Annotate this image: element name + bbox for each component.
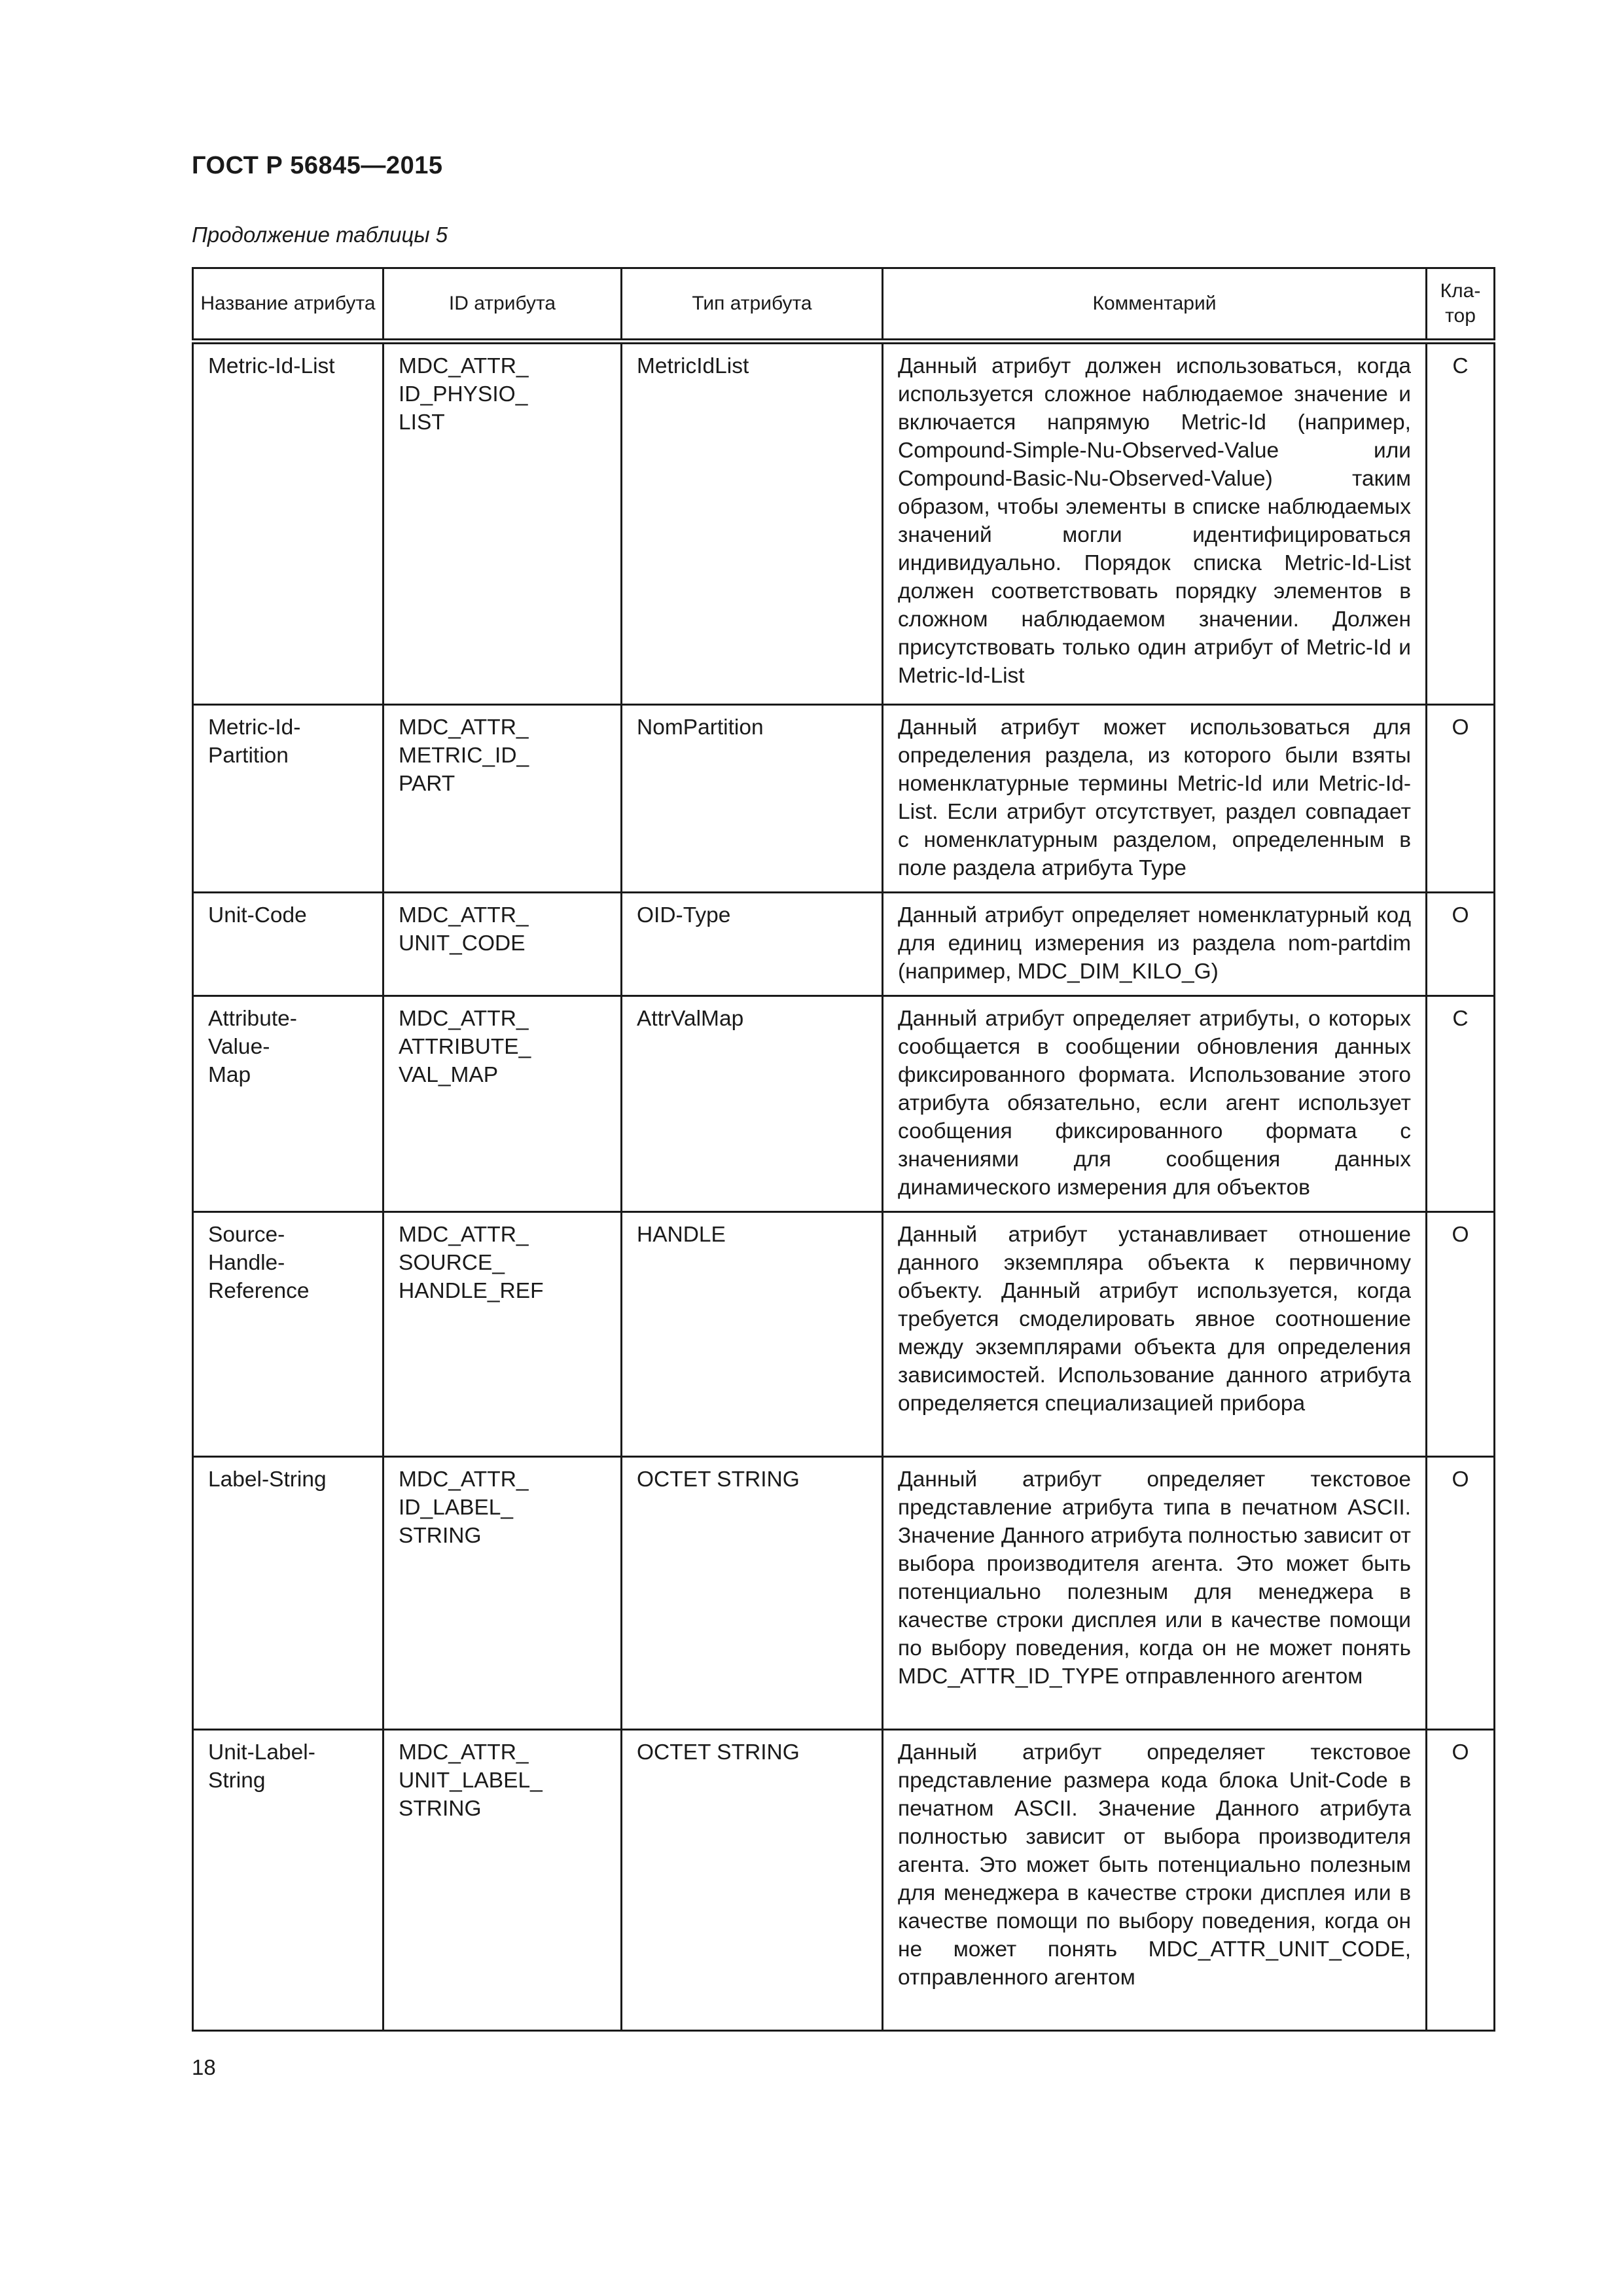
attribute-name-cell: Metric-Id- Partition [193,705,383,893]
attribute-name-cell: Unit-Code [193,893,383,996]
table-row [193,1730,1495,2031]
attribute-id-cell: MDC_ATTR_ ID_LABEL_ STRING [383,1457,622,1730]
attribute-id-cell: MDC_ATTR_ UNIT_CODE [383,893,622,996]
document-title: ГОСТ Р 56845—2015 [192,152,443,179]
attribute-name-cell: Label-String [193,1457,383,1730]
table-row [193,342,1495,705]
classifier-cell: C [1427,342,1495,705]
table-row [193,1212,1495,1457]
table-row [193,1457,1495,1730]
comment-cell: Данный атрибут определяет текстовое представление размера кода блока Unit-Code в печатном ASCII. Значение Данного атрибута полностью зависит от выбора производителя агента. Это может быть потенциально полезным для менеджера в качестве строки дисплея или в качестве помощи по выбору поведения, когда он не может понять MDC_ATTR_UNIT_CODE, отправленного агентом [883,1730,1427,2031]
page-number: 18 [192,2055,216,2079]
attribute-type-cell: OID-Type [622,893,883,996]
table-row [193,705,1495,893]
table-row [193,996,1495,1212]
comment-cell: Данный атрибут определяет атрибуты, о которых сообщается в сообщении обновления данных фиксированного формата. Использование этого атрибута обязательно, если агент использует сообщения фиксированного формата с значениями для сообщения данных динамического измерения для объектов [883,996,1427,1212]
attribute-name-cell: Attribute- Value- Map [193,996,383,1212]
classifier-cell: O [1427,1212,1495,1457]
attribute-name-cell: Metric-Id-List [193,342,383,705]
attribute-type-cell: NomPartition [622,705,883,893]
attribute-type-cell: HANDLE [622,1212,883,1457]
comment-cell: Данный атрибут определяет текстовое представление атрибута типа в печатном ASCII. Значение Данного атрибута полностью зависит от выбора производителя агента. Это может быть потенциально полезным для менеджера в качестве строки дисплея или в качестве помощи по выбору поведения, когда он не может понять MDC_ATTR_ID_TYPE отправленного агентом [883,1457,1427,1730]
comment-cell: Данный атрибут должен использоваться, когда используется сложное наблюдаемое значение и включается напрямую Metric-Id (например, Compound-Simple-Nu-Observed-Value или Compound-Basic-Nu-Observed-Value) таким образом, чтобы элементы в списке наблюдаемых значений могли идентифицироваться индивидуально. Порядок списка Metric-Id-List должен соответствовать порядку элементов в сложном наблюдаемом значении. Должен присутствовать только один атрибут of Metric-Id и Metric-Id-List [883,342,1427,705]
attribute-table [192,267,1495,2032]
column-header-comment: Комментарий [883,268,1427,342]
attribute-id-cell: MDC_ATTR_ UNIT_LABEL_ STRING [383,1730,622,2031]
attribute-id-cell: MDC_ATTR_ ID_PHYSIO_ LIST [383,342,622,705]
comment-cell: Данный атрибут может использоваться для определения раздела, из которого были взяты номенклатурные термины Metric-Id или Metric-Id-List. Если атрибут отсутствует, раздел совпадает с номенклатурным разделом, определенным в поле раздела атрибута Type [883,705,1427,893]
attribute-name-cell: Unit-Label- String [193,1730,383,2031]
classifier-cell: O [1427,705,1495,893]
classifier-cell: O [1427,1457,1495,1730]
column-header-attribute-type: Тип атрибута [622,268,883,342]
table-caption: Продолжение таблицы 5 [192,223,448,247]
column-header-attribute-id: ID атрибута [383,268,622,342]
column-header-classifier: Кла-тор [1427,268,1495,342]
attribute-id-cell: MDC_ATTR_ ATTRIBUTE_ VAL_MAP [383,996,622,1212]
column-header-attribute-name: Название атрибута [193,268,383,342]
attribute-id-cell: MDC_ATTR_ SOURCE_ HANDLE_REF [383,1212,622,1457]
attribute-type-cell: OCTET STRING [622,1730,883,2031]
classifier-cell: O [1427,893,1495,996]
attribute-type-cell: AttrValMap [622,996,883,1212]
attribute-id-cell: MDC_ATTR_ METRIC_ID_ PART [383,705,622,893]
attribute-type-cell: OCTET STRING [622,1457,883,1730]
attribute-name-cell: Source- Handle- Reference [193,1212,383,1457]
table-header-row [193,268,1495,342]
comment-cell: Данный атрибут определяет номенклатурный код для единиц измерения из раздела nom-partdim (например, MDC_DIM_KILO_G) [883,893,1427,996]
comment-cell: Данный атрибут устанавливает отношение данного экземпляра объекта к первичному объекту. Данный атрибут используется, когда требуется смоделировать явное соотношение между экземплярами объекта для определения зависимостей. Использование данного атрибута определяется специализацией прибора [883,1212,1427,1457]
attribute-type-cell: MetricIdList [622,342,883,705]
table-body [193,342,1495,2031]
classifier-cell: O [1427,1730,1495,2031]
table-row [193,893,1495,996]
classifier-cell: C [1427,996,1495,1212]
